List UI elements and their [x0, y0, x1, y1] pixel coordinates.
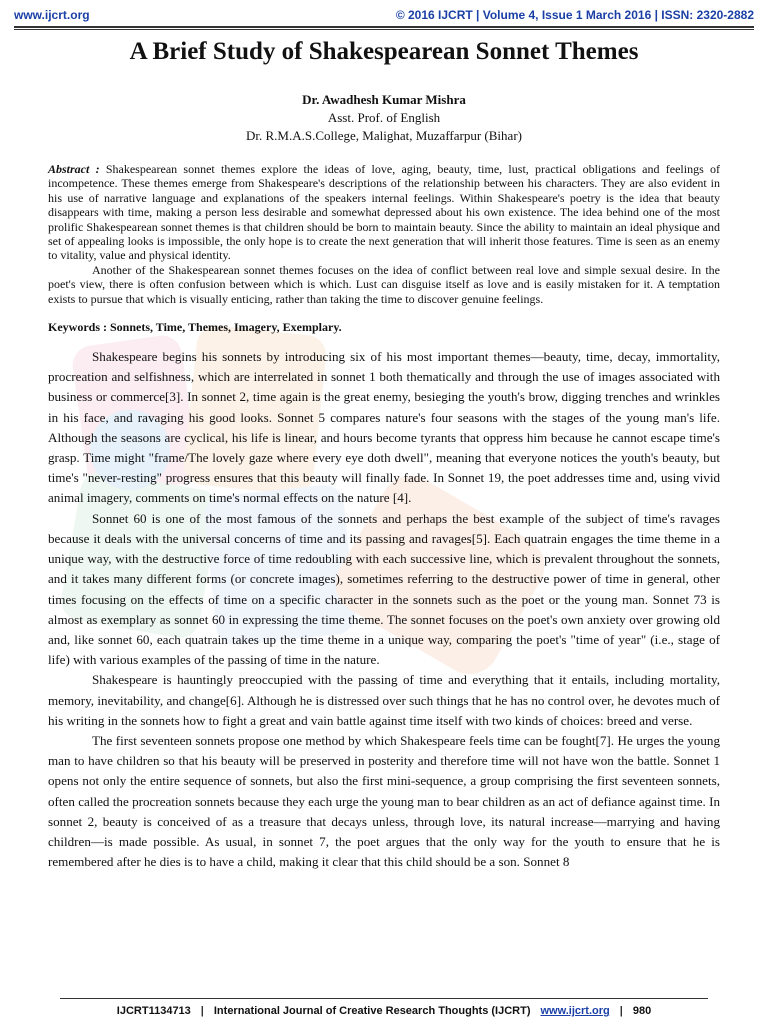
body-paragraph: Shakespeare is hauntingly preoccupied with the passing of time and everything that it entails, including mortality, memory, inevitability, and change[6]. Although he is distressed over such things that he has no control over, he devotes much of his writing in the sonnets how to fight a great and vain battle against time itself with two kinds of choices: breed and verse. — [48, 672, 720, 728]
footer-site-link[interactable]: www.ijcrt.org — [540, 1005, 610, 1017]
footer-divider — [60, 998, 708, 999]
body-paragraph: Shakespeare begins his sonnets by introducing six of his most important themes—beauty, time, decay, immortality, procreation and selfishness, which are interrelated in sonnet 1 both thematically and through the use of images associated with business or commerce[3]. In sonnet 2, time again is the great enemy, besieging the youth's brow, digging trenches and wrinkles in his face, and ravaging his good looks. Sonnet 5 compares nature's four seasons with the stages of the young man's life. Although the seasons are cyclical, his life is linear, and hours become tyrants that oppress him because he cannot escape time's grasp. Time might "frame/The lovely gaze where every eye doth dwell", meaning that everyone notices the youth's beauty, but time's "never-resting" progress ensures that this beauty will finally fade. In Sonnet 19, the poet addresses time and, using vivid animal imagery, comments on time's normal effects on the nature [4]. — [48, 349, 720, 506]
paper-title: A Brief Study of Shakespearean Sonnet Themes — [129, 38, 639, 65]
author-name: Dr. Awadhesh Kumar Mishra — [302, 92, 466, 107]
abstract-label: Abstract : — [48, 162, 100, 176]
paper-id: IJCRT1134713 — [116, 1005, 191, 1017]
abstract-paragraph-2: Another of the Shakespearean sonnet themes focuses on the idea of conflict between real love and simple sexual desire. In the poet's view, there is often confusion between which is which. Lust can disguise itself as love and is easily mistaken for it. A temptation exists to pursue that which is visually enticing, rather than taking the time to discover genuine feelings. — [48, 262, 720, 306]
author-block — [0, 91, 768, 145]
footer-separator: | — [619, 1005, 623, 1017]
header-divider-thin — [14, 29, 754, 30]
body-paragraph: Sonnet 60 is one of the most famous of the sonnets and perhaps the best example of the subject of time's ravages because it deals with the universal concerns of time and its passing and ravages[5]. Each quatrain engages the time theme in a unique way, with the destructive force of time redoubling with each successive line, which is prevalent throughout the sonnets, and it takes many different forms (or concrete images), sometimes referring to the destructive power of time in general, other times focusing on the effects of time on a specific character in the sonnets such as the poet or the young man. Sonnet 73 is almost as exemplary as sonnet 60 in expressing the time theme. The sonnet focuses on the poet's own anxiety over growing old and, like sonnet 60, each quatrain takes up the time theme in a unique way, comparing the poet's "time of year" (i.e., stage of life) with various examples of the passing of time in the nature. — [48, 510, 720, 668]
abstract — [48, 162, 720, 263]
site-link[interactable]: www.ijcrt.org — [14, 8, 90, 22]
citation-info: © 2016 IJCRT | Volume 4, Issue 1 March 2016 | ISSN: 2320-2882 — [395, 8, 754, 22]
author-position: Asst. Prof. of English — [327, 110, 441, 125]
abstract-paragraph-1: Shakespearean sonnet themes explore the ideas of love, aging, beauty, time, lust, practical obligations and feelings of incompetence. These themes emerge from Shakespeare's descriptions of the relationship between his characters. They are also evident in his use of narrative language and explanations of the speakers internal feelings. Within Shakespeare's poetry is the idea that beauty disappears with time, making a person less desirable and somewhat depressed about his own existence. The idea behind one of the most prolific Shakespearean sonnet themes is that children should be born to maintain beauty. Since the ability to maintain an ideal physique and set of appealing looks is impossible, the only hope is to create the next generation that will inherit those features. Time is seen as an enemy to vitality, value and physical identity. — [48, 162, 720, 263]
page-footer — [60, 1003, 708, 1019]
footer-separator: | — [200, 1005, 204, 1017]
paper-content — [48, 162, 720, 872]
author-affiliation: Dr. R.M.A.S.College, Malighat, Muzaffarpur (Bihar) — [246, 128, 522, 143]
keywords: Keywords : Sonnets, Time, Themes, Imagery, Exemplary. — [48, 320, 342, 335]
page-number: 980 — [632, 1005, 652, 1017]
header-divider — [14, 26, 754, 28]
journal-name: International Journal of Creative Research Thoughts (IJCRT) — [213, 1005, 531, 1017]
page-header — [14, 6, 754, 24]
body-paragraph: The first seventeen sonnets propose one method by which Shakespeare feels time can be fought[7]. He urges the young man to have children so that his beauty will be preserved in posterity and therefore time will not have won the battle. Sonnet 1 opens not only the entire sequence of sonnets, but also the first mini-sequence, a group comprising the first seventeen sonnets, often called the procreation sonnets because they each urge the young man to bear children as an act of defiance against time. In sonnet 2, beauty is conceived of as a treasure that decays unless, through love, its natural increase—marrying and having children—is made possible. As usual, in sonnet 7, the poet argues that the only way for the youth to ensure that he is remembered after he dies is to have a child, making it clear that this child should be a son. Sonnet 8 — [48, 732, 720, 870]
